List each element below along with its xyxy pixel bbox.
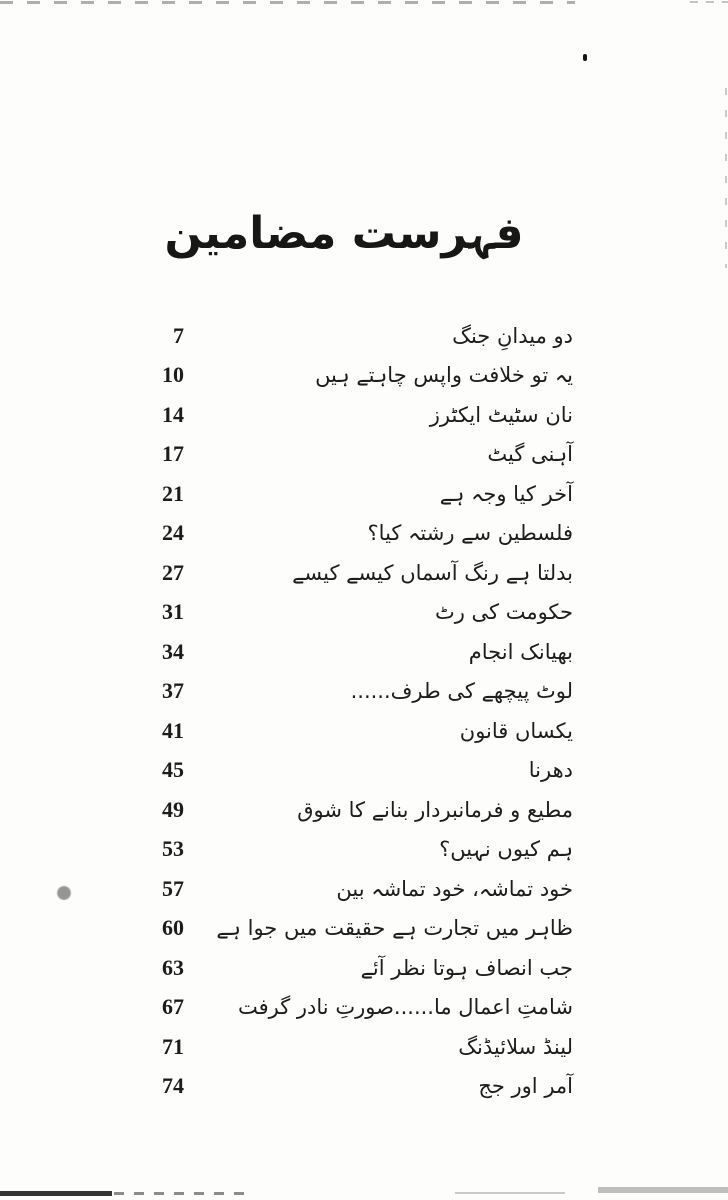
toc-page-number: 45 (162, 757, 184, 783)
toc-page-number: 53 (162, 836, 184, 862)
toc-entry-title: فلسطین سے رشتہ کیا؟ (367, 521, 573, 546)
toc-entry-row (122, 790, 573, 830)
toc-page-number: 60 (162, 915, 184, 941)
toc-entry-row (122, 593, 573, 633)
toc-page-number: 7 (173, 322, 184, 348)
toc-entry-title: جب انصاف ہوتا نظر آئے (360, 955, 573, 980)
toc-page-number: 31 (162, 599, 184, 625)
toc-page-number: 37 (162, 678, 184, 704)
toc-entry-row (122, 909, 573, 949)
toc-entry-title: ہم کیوں نہیں؟ (439, 837, 573, 862)
toc-page-number: 49 (162, 796, 184, 822)
toc-page-number: 63 (162, 954, 184, 980)
toc-entry-title: آخر کیا وجہ ہے (439, 481, 573, 506)
scan-artifact-top-right-edge (690, 1, 728, 3)
toc-entry-title: دو میدانِ جنگ (452, 323, 573, 348)
scan-artifact-top-edge (0, 1, 575, 4)
toc-entry-row (122, 435, 573, 475)
scan-artifact-bottom-middle (455, 1192, 565, 1194)
toc-entry-row (122, 948, 573, 988)
toc-entry-row (122, 632, 573, 672)
toc-page-number: 71 (162, 1033, 184, 1059)
toc-entry-row (122, 514, 573, 554)
toc-entry-row (122, 553, 573, 593)
ink-speck (583, 54, 587, 61)
scan-artifact-right-edge (725, 88, 727, 268)
toc-entry-row (122, 474, 573, 514)
toc-entry-title: مطیع و فرمانبردار بنانے کا شوق (297, 797, 573, 822)
toc-entry-row (122, 1067, 573, 1107)
toc-entry-row (122, 356, 573, 396)
toc-page-number: 74 (162, 1073, 184, 1099)
toc-page-number: 24 (162, 520, 184, 546)
page-title: فہرست مضامین (164, 208, 524, 259)
toc-entry-title: لوٹ پیچھے کی طرف...... (350, 679, 573, 704)
toc-page-number: 17 (162, 441, 184, 467)
toc-entry-row (122, 316, 573, 356)
toc-page-number: 67 (162, 994, 184, 1020)
toc-entry-title: آہنی گیٹ (487, 442, 573, 467)
toc-entry-row (122, 395, 573, 435)
toc-entry-title: آمر اور جج (478, 1074, 573, 1099)
toc-entry-title: بدلتا ہے رنگ آسماں کیسے کیسے (292, 560, 573, 585)
toc-entry-title: یکساں قانون (459, 718, 573, 743)
toc-page-number: 21 (162, 480, 184, 506)
toc-page-number: 14 (162, 401, 184, 427)
toc-entry-row (122, 830, 573, 870)
scan-artifact-bottom-right (598, 1187, 728, 1193)
toc-page-number: 10 (162, 362, 184, 388)
toc-page-number: 41 (162, 717, 184, 743)
toc-entry-title: خود تماشہ، خود تماشہ بین (336, 876, 573, 901)
toc-entry-row (122, 672, 573, 712)
toc-page-number: 34 (162, 638, 184, 664)
toc-entry-row (122, 751, 573, 791)
toc-entry-title: نان سٹیٹ ایکٹرز (429, 402, 573, 427)
toc-entry-row (122, 869, 573, 909)
toc-page-number: 27 (162, 559, 184, 585)
scan-artifact-bottom-dashes (114, 1192, 254, 1195)
toc-list (122, 316, 573, 1106)
toc-page-number: 57 (162, 875, 184, 901)
toc-entry-title: حکومت کی رٹ (434, 600, 573, 625)
scan-artifact-bottom-left (0, 1191, 112, 1196)
toc-entry-row (122, 711, 573, 751)
toc-entry-title: بھیانک انجام (468, 639, 573, 664)
toc-entry-title: ظاہر میں تجارت ہے حقیقت میں جوا ہے (216, 916, 573, 941)
toc-entry-row (122, 1027, 573, 1067)
toc-entry-title: شامتِ اعمال ما......صورتِ نادر گرفت (238, 995, 573, 1020)
scan-blob (58, 887, 70, 899)
toc-entry-title: دھرنا (528, 758, 573, 783)
toc-entry-title: لینڈ سلائیڈنگ (458, 1034, 573, 1059)
toc-entry-title: یہ تو خلافت واپس چاہتے ہیں (315, 363, 573, 388)
toc-entry-row (122, 988, 573, 1028)
